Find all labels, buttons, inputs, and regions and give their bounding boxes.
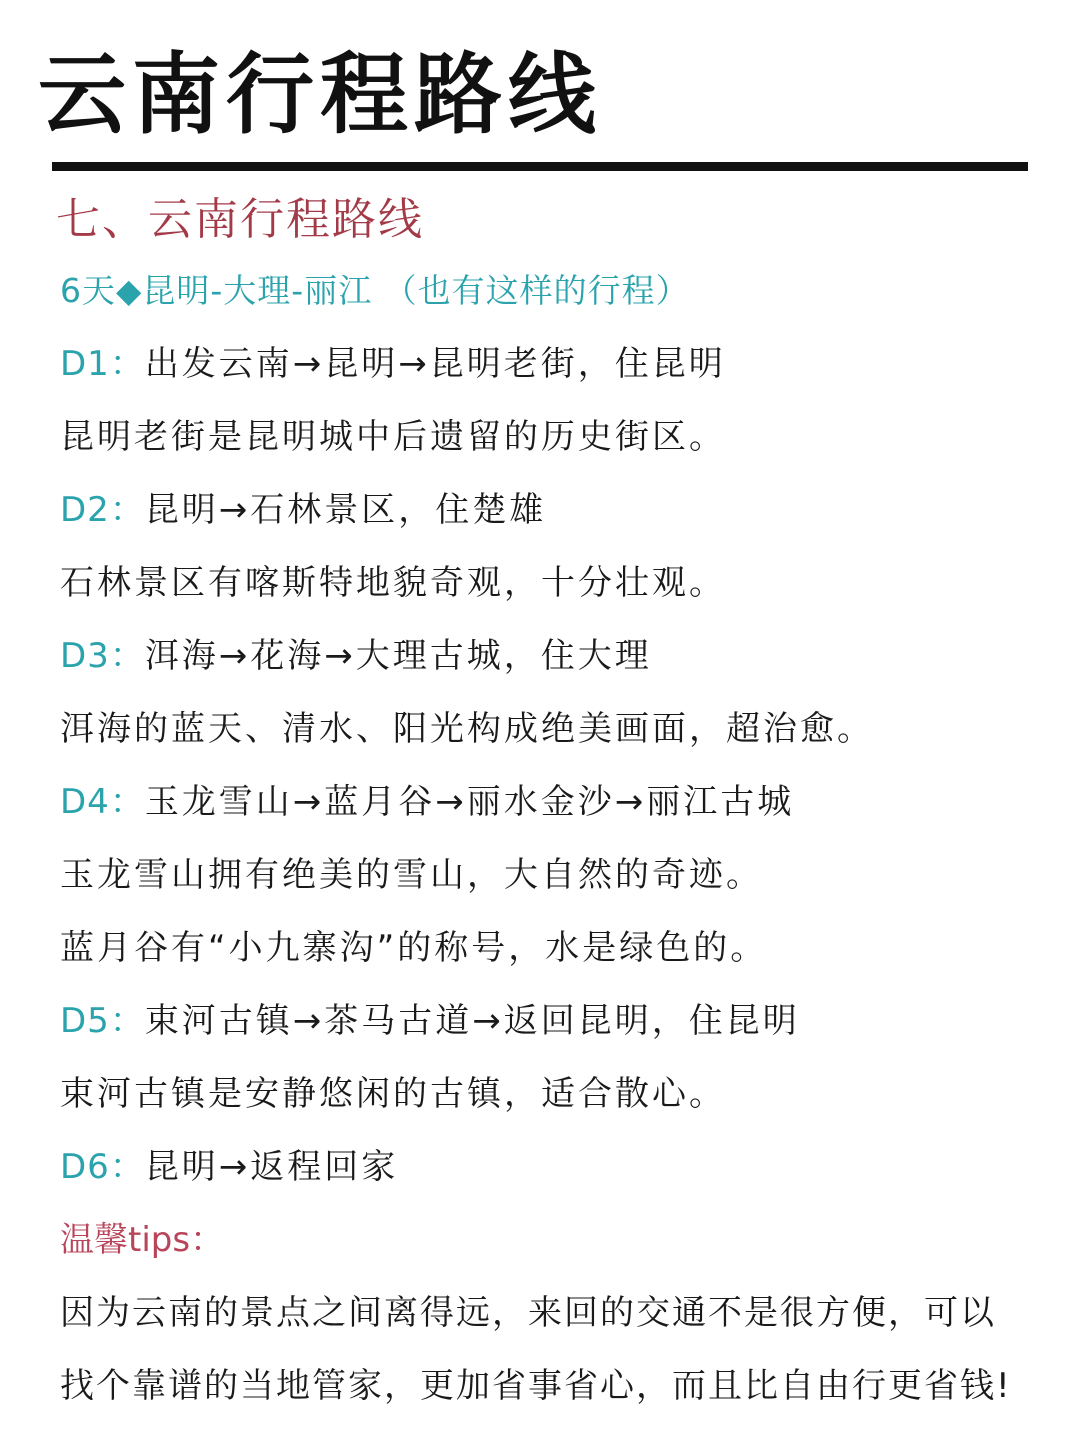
day-row: [60, 487, 546, 533]
day-row: [60, 1144, 398, 1190]
day-row: [60, 341, 726, 387]
day-label: D4：: [60, 782, 145, 822]
day-note: 石林景区有喀斯特地貌奇观，十分壮观。: [60, 563, 726, 603]
day-label: D6：: [60, 1147, 145, 1187]
day-note: 昆明老街是昆明城中后遗留的历史街区。: [60, 417, 726, 457]
day-row: [60, 998, 800, 1044]
title-divider: [52, 162, 1028, 171]
day-route: 洱海→花海→大理古城，住大理: [144, 636, 652, 676]
tips-text: 找个靠谱的当地管家，更加省事省心，而且比自由行更省钱!: [60, 1366, 1012, 1406]
tips-text: 因为云南的景点之间离得远，来回的交通不是很方便，可以: [60, 1293, 996, 1333]
day-route: 昆明→石林景区，住楚雄: [144, 490, 547, 530]
itinerary-subtitle: 6天◆昆明-大理-丽江 （也有这样的行程）: [60, 271, 690, 310]
section-heading: 七、云南行程路线: [56, 194, 424, 245]
day-label: D1：: [60, 344, 145, 384]
day-note: 玉龙雪山拥有绝美的雪山，大自然的奇迹。: [60, 855, 763, 895]
page-title: 云南行程路线: [38, 43, 603, 146]
day-route: 出发云南→昆明→昆明老街，住昆明: [144, 344, 726, 384]
tips-label: 温馨tips：: [60, 1220, 225, 1260]
day-route: 玉龙雪山→蓝月谷→丽水金沙→丽江古城: [144, 782, 795, 822]
day-note: 洱海的蓝天、清水、阳光构成绝美画面，超治愈。: [60, 709, 874, 749]
day-label: D2：: [60, 490, 145, 530]
day-note: 蓝月谷有“小九寨沟”的称号，水是绿色的。: [60, 928, 768, 968]
day-label: D3：: [60, 636, 145, 676]
day-row: [60, 779, 794, 825]
day-label: D5：: [60, 1001, 145, 1041]
day-note: 束河古镇是安静悠闲的古镇，适合散心。: [60, 1074, 726, 1114]
day-row: [60, 633, 652, 679]
day-route: 昆明→返程回家: [144, 1147, 399, 1187]
day-route: 束河古镇→茶马古道→返回昆明，住昆明: [144, 1001, 800, 1041]
